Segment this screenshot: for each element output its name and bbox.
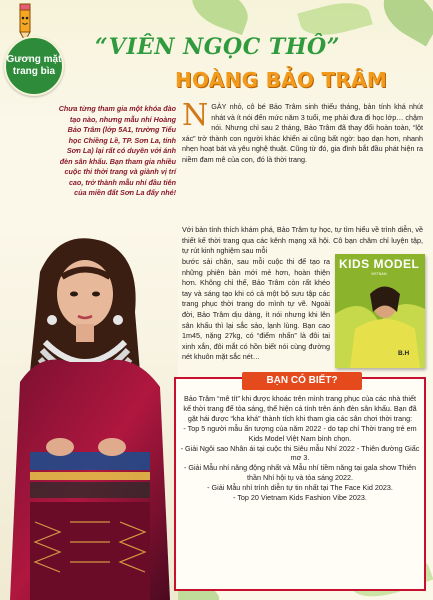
section-badge bbox=[4, 36, 64, 96]
title-line-2: HOÀNG BẢO TRÂM bbox=[175, 68, 388, 92]
achievement-item: - Top 20 Vietnam Kids Fashion Vibe 2023. bbox=[233, 493, 367, 503]
magazine-cover-title: KIDS MODEL bbox=[339, 257, 420, 271]
title-line-1: “VIÊN NGỌC THÔ” bbox=[95, 34, 340, 60]
did-you-know-content bbox=[180, 394, 420, 503]
drop-cap: N bbox=[182, 98, 209, 133]
intro-text: Chưa từng tham gia một khóa đào tạo nào, nhưng mẫu nhí Hoàng Bảo Trâm (lớp 5A1, trường Tiểu học Chiềng Lề, TP. Sơn La, tỉnh Sơn La) lại rất có duyên với ánh đèn sân khấu. Bạn tham gia nhiều cuộc thi thời trang và giành vị trí cao, trở thành mẫu nhí đầu tiên của miền đất Sơn La đấy nhé! bbox=[58, 104, 176, 197]
paragraph-1-text: GÀY nhỏ, cô bé Bảo Trâm sinh thiếu tháng, bản tính khá nhút nhát và ít nói đến mức năm 3 tuổi, mẹ phải đưa đi học lớp… chậm nói. Nhưng chỉ sau 2 tháng, Bảo Trâm đã thay đổi hoàn toàn, “lột xác” trở thành con người khác khiến ai cũng bất ngờ: bạo dạn hơn, nhanh nhẹn hoạt bát và yêu nghệ thuật. Cũng từ đó, gia đình bắt đầu phát hiện ra niềm đam mê của con, đó là thời trang. bbox=[182, 102, 423, 164]
section-badge-label: Gương mặt trang bìa bbox=[6, 54, 62, 77]
achievement-item: - Giải Mẫu nhí trình diễn tự tin nhất tại The Face Kid 2023. bbox=[207, 483, 393, 493]
cover-girl-photo bbox=[0, 232, 178, 600]
magazine-cover-image bbox=[335, 254, 425, 368]
article-paragraph-2-narrow: bước sải chân, sau mỗi cuộc thi để tạo ra những phiên bản mới mẻ hơn, hoàn thiện hơn. Không chỉ thế, Bảo Trâm còn rất khéo tay và sáng tạo khi có cả một bộ sưu tập các trang phục thời trang do mình tự vẽ. Ngoài đời, Bảo Trâm dịu dàng, ít nói nhưng khi lên sân khấu thì lại sắc sảo, lạnh lùng. Bạn cao 1m45, nặng 27kg, có “điểm nhấn” là đôi tai xinh xắn, đôi mắt có hồn biết nói cùng đường nét khuôn mặt sắc nét… bbox=[182, 257, 330, 362]
did-you-know-header: BẠN CÓ BIẾT? bbox=[242, 372, 362, 390]
achievement-item: - Giải Ngôi sao Nhân ái tại cuộc thi Siêu mẫu Nhí 2022 - Thiên đường Giấc mơ 3. bbox=[180, 443, 420, 463]
achievement-item: - Giải Mẫu nhí năng động nhất và Mẫu nhí tiềm năng tại gala show Thiên thần Nhí hội tụ và tỏa sáng 2022. bbox=[183, 463, 416, 483]
achievement-item: - Top 5 người mẫu ấn tượng của năm 2022 - do tạp chí Thời trang trẻ em Kids Model Việt Nam bình chọn. bbox=[183, 423, 417, 443]
article-paragraph-1 bbox=[182, 98, 423, 166]
article-paragraph-2-wide: Với bản tính thích khám phá, Bảo Trâm tự học, tự tìm hiểu về trình diễn, về thiết kế thời trang qua các kênh mạng xã hội. Cô bạn chăm chỉ luyện tập, tự rút kinh nghiệm sau mỗi bbox=[182, 225, 423, 256]
author-byline: B.H bbox=[398, 350, 410, 357]
did-you-know-intro: Bảo Trâm “mê tít” khi được khoác trên mình trang phục của các nhà thiết kế thời trang để tỏa sáng, thể hiện cá tính trên ánh đèn sân khấu. Bạn đã gặt hái được “kha khá” thành tích khi tham gia các sân chơi thời trang: bbox=[183, 394, 417, 423]
magazine-cover-subtitle: VIETNAM bbox=[371, 272, 387, 276]
